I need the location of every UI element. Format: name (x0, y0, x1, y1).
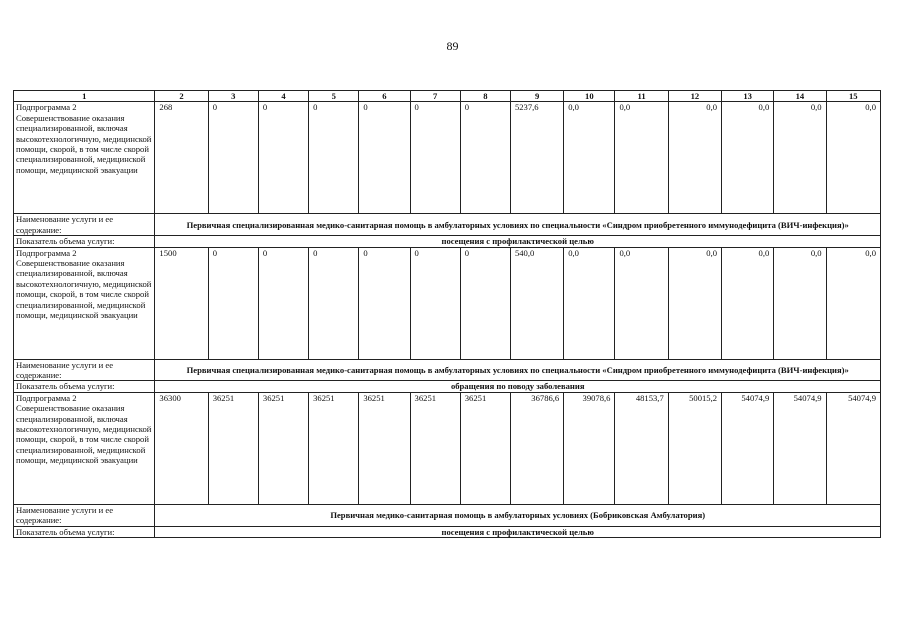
value-cell: 54074,9 (722, 392, 774, 504)
value-cell: 540,0 (510, 247, 563, 359)
value-cell: 0 (258, 247, 308, 359)
value-cell: 0,0 (774, 102, 826, 214)
column-header: 12 (668, 91, 721, 102)
service-label: Наименование услуги и ее содержание: (14, 359, 155, 381)
value-cell: 36251 (258, 392, 308, 504)
program-label: Подпрограмма 2 Совершенствование оказания специализированной, включая высокотехнологичную, медицинской помощи, скорой, в том числе скорой специализированной, медицинской помощи, медицинской эвакуации (14, 247, 155, 359)
service-label: Наименование услуги и ее содержание: (14, 214, 155, 236)
value-cell: 0 (208, 247, 258, 359)
value-cell: 54074,9 (774, 392, 826, 504)
value-cell: 36786,6 (510, 392, 563, 504)
column-header: 4 (258, 91, 308, 102)
column-header: 5 (309, 91, 359, 102)
value-cell: 0 (208, 102, 258, 214)
indicator-value: обращения по поводу заболевания (155, 381, 881, 392)
value-cell: 36251 (208, 392, 258, 504)
value-cell: 0,0 (668, 102, 721, 214)
column-header: 6 (359, 91, 410, 102)
value-cell: 0 (460, 102, 510, 214)
column-header: 10 (564, 91, 615, 102)
column-header: 2 (155, 91, 208, 102)
column-header: 15 (826, 91, 880, 102)
column-header: 8 (460, 91, 510, 102)
value-cell: 54074,9 (826, 392, 880, 504)
value-cell: 0,0 (615, 247, 668, 359)
service-row (14, 359, 881, 381)
value-cell: 268 (155, 102, 208, 214)
value-cell: 0 (359, 247, 410, 359)
indicator-row (14, 381, 881, 392)
indicator-value: посещения с профилактической целью (155, 236, 881, 247)
data-table (13, 90, 881, 538)
value-cell: 0 (258, 102, 308, 214)
service-row (14, 214, 881, 236)
value-cell: 0 (359, 102, 410, 214)
value-cell: 39078,6 (564, 392, 615, 504)
column-header: 11 (615, 91, 668, 102)
value-cell: 0,0 (668, 247, 721, 359)
value-cell: 5237,6 (510, 102, 563, 214)
column-header: 14 (774, 91, 826, 102)
indicator-label: Показатель объема услуги: (14, 381, 155, 392)
value-cell: 0,0 (564, 247, 615, 359)
service-value: Первичная медико-санитарная помощь в амбулаторных условиях (Бобриковская Амбулатория) (155, 504, 881, 526)
value-cell: 36251 (460, 392, 510, 504)
column-header: 7 (410, 91, 460, 102)
value-cell: 0 (309, 102, 359, 214)
column-header: 1 (14, 91, 155, 102)
value-cell: 36300 (155, 392, 208, 504)
column-header: 3 (208, 91, 258, 102)
value-cell: 36251 (309, 392, 359, 504)
value-cell: 0,0 (826, 102, 880, 214)
indicator-row (14, 236, 881, 247)
value-cell: 0,0 (774, 247, 826, 359)
indicator-label: Показатель объема услуги: (14, 236, 155, 247)
indicator-value: посещения с профилактической целью (155, 526, 881, 537)
service-value: Первичная специализированная медико-санитарная помощь в амбулаторных условиях по специальности «Синдром приобретенного иммунодефицита (ВИЧ-инфекция)» (155, 359, 881, 381)
value-cell: 36251 (410, 392, 460, 504)
value-cell: 0 (460, 247, 510, 359)
value-cell: 48153,7 (615, 392, 668, 504)
service-row (14, 504, 881, 526)
indicator-label: Показатель объема услуги: (14, 526, 155, 537)
program-row (14, 102, 881, 214)
value-cell: 36251 (359, 392, 410, 504)
service-value: Первичная специализированная медико-санитарная помощь в амбулаторных условиях по специальности «Синдром приобретенного иммунодефицита (ВИЧ-инфекция)» (155, 214, 881, 236)
program-row (14, 392, 881, 504)
service-label: Наименование услуги и ее содержание: (14, 504, 155, 526)
program-label: Подпрограмма 2 Совершенствование оказания специализированной, включая высокотехнологичную, медицинской помощи, скорой, в том числе скорой специализированной, медицинской помощи, медицинской эвакуации (14, 102, 155, 214)
value-cell: 0 (410, 102, 460, 214)
value-cell: 0 (410, 247, 460, 359)
column-header: 9 (510, 91, 563, 102)
value-cell: 0,0 (722, 102, 774, 214)
value-cell: 0 (309, 247, 359, 359)
value-cell: 0,0 (826, 247, 880, 359)
page-number: 89 (446, 39, 459, 53)
value-cell: 0,0 (722, 247, 774, 359)
indicator-row (14, 526, 881, 537)
value-cell: 1500 (155, 247, 208, 359)
header-row (14, 91, 881, 102)
value-cell: 0,0 (615, 102, 668, 214)
program-label: Подпрограмма 2 Совершенствование оказания специализированной, включая высокотехнологичную, медицинской помощи, скорой, в том числе скорой специализированной, медицинской помощи, медицинской эвакуации (14, 392, 155, 504)
program-row (14, 247, 881, 359)
column-header: 13 (722, 91, 774, 102)
value-cell: 50015,2 (668, 392, 721, 504)
value-cell: 0,0 (564, 102, 615, 214)
